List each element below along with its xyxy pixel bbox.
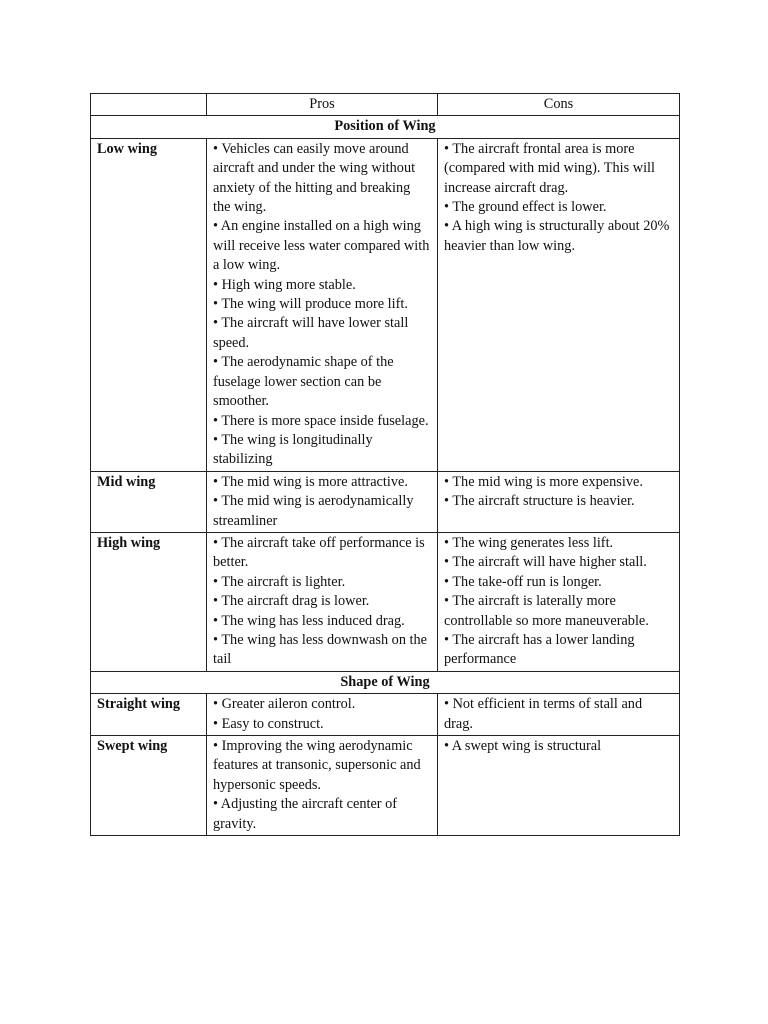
pros-bullet: • The aircraft take off performance is better. bbox=[213, 534, 425, 571]
pros-bullet: • The wing has less induced drag. bbox=[213, 612, 405, 629]
pros-cell bbox=[207, 694, 438, 736]
section-title: Position of Wing bbox=[91, 116, 680, 138]
cons-bullet: • The aircraft will have higher stall. bbox=[444, 554, 647, 571]
cons-cell bbox=[438, 138, 680, 471]
section-row bbox=[91, 116, 680, 138]
pros-cell bbox=[207, 532, 438, 671]
table-body bbox=[91, 94, 680, 836]
pros-bullet: • High wing more stable. bbox=[213, 276, 356, 293]
section-title: Shape of Wing bbox=[91, 671, 680, 693]
cons-bullet: • A high wing is structurally about 20% heavier than low wing. bbox=[444, 218, 670, 254]
pros-bullet: • Improving the wing aerodynamic features at transonic, supersonic and hypersonic speeds. bbox=[213, 738, 421, 793]
header-blank-cell bbox=[91, 94, 207, 116]
cons-cell bbox=[438, 736, 680, 836]
row-label: Low wing bbox=[91, 138, 207, 471]
row-label: High wing bbox=[91, 532, 207, 671]
cons-bullet: • The wing generates less lift. bbox=[444, 534, 614, 551]
pros-bullet: • The wing has less downwash on the tail bbox=[213, 631, 428, 668]
pros-bullet: • An engine installed on a high wing will receive less water compared with a low wing. bbox=[213, 218, 430, 274]
cons-bullet: • The mid wing is more expensive. bbox=[444, 473, 643, 490]
header-row bbox=[91, 94, 680, 116]
cons-bullet: • The aircraft frontal area is more (compared with mid wing). This will increase aircraft drag. bbox=[444, 140, 655, 196]
pros-cons-table bbox=[90, 93, 680, 836]
row-label: Mid wing bbox=[91, 471, 207, 532]
pros-bullet: • The mid wing is more attractive. bbox=[213, 473, 408, 490]
pros-bullet: • Easy to construct. bbox=[213, 715, 324, 732]
pros-bullet: • The aircraft will have lower stall speed. bbox=[213, 315, 409, 351]
cons-bullet: • The ground effect is lower. bbox=[444, 199, 607, 216]
cons-bullet: • A swept wing is structural bbox=[444, 738, 602, 754]
pros-bullet: • There is more space inside fuselage. bbox=[213, 412, 429, 429]
pros-bullet: • The aerodynamic shape of the fuselage lower section can be smoother. bbox=[213, 354, 394, 410]
cons-bullet: • The aircraft has a lower landing performance bbox=[444, 631, 635, 668]
cons-cell bbox=[438, 532, 680, 671]
pros-bullet: • The wing will produce more lift. bbox=[213, 296, 408, 313]
table-row bbox=[91, 532, 680, 671]
pros-bullet: • The aircraft is lighter. bbox=[213, 573, 346, 590]
pros-cell bbox=[207, 471, 438, 532]
row-label: Swept wing bbox=[91, 736, 207, 836]
cons-cell bbox=[438, 471, 680, 532]
pros-bullet: • The mid wing is aerodynamically streamliner bbox=[213, 493, 414, 529]
cons-cell bbox=[438, 694, 680, 736]
pros-bullet: • The aircraft drag is lower. bbox=[213, 593, 370, 610]
table-row bbox=[91, 471, 680, 532]
section-row bbox=[91, 671, 680, 693]
cons-bullet: • Not efficient in terms of stall and drag. bbox=[444, 696, 643, 732]
pros-bullet: • Vehicles can easily move around aircraft and under the wing without anxiety of the hitting and breaking the wing. bbox=[213, 140, 416, 216]
cons-bullet: • The aircraft is laterally more controllable so more maneuverable. bbox=[444, 593, 649, 629]
pros-cell bbox=[207, 138, 438, 471]
pros-bullet: • Greater aileron control. bbox=[213, 696, 356, 713]
row-label: Straight wing bbox=[91, 694, 207, 736]
cons-bullet: • The aircraft structure is heavier. bbox=[444, 493, 635, 510]
table-row bbox=[91, 138, 680, 471]
header-pros: Pros bbox=[207, 94, 438, 116]
table-row bbox=[91, 694, 680, 736]
pros-bullet: • Adjusting the aircraft center of gravity. bbox=[213, 796, 398, 832]
pros-bullet: • The wing is longitudinally stabilizing bbox=[213, 431, 373, 468]
header-cons: Cons bbox=[438, 94, 680, 116]
pros-cell bbox=[207, 736, 438, 836]
cons-bullet: • The take-off run is longer. bbox=[444, 573, 602, 590]
table-row bbox=[91, 736, 680, 836]
